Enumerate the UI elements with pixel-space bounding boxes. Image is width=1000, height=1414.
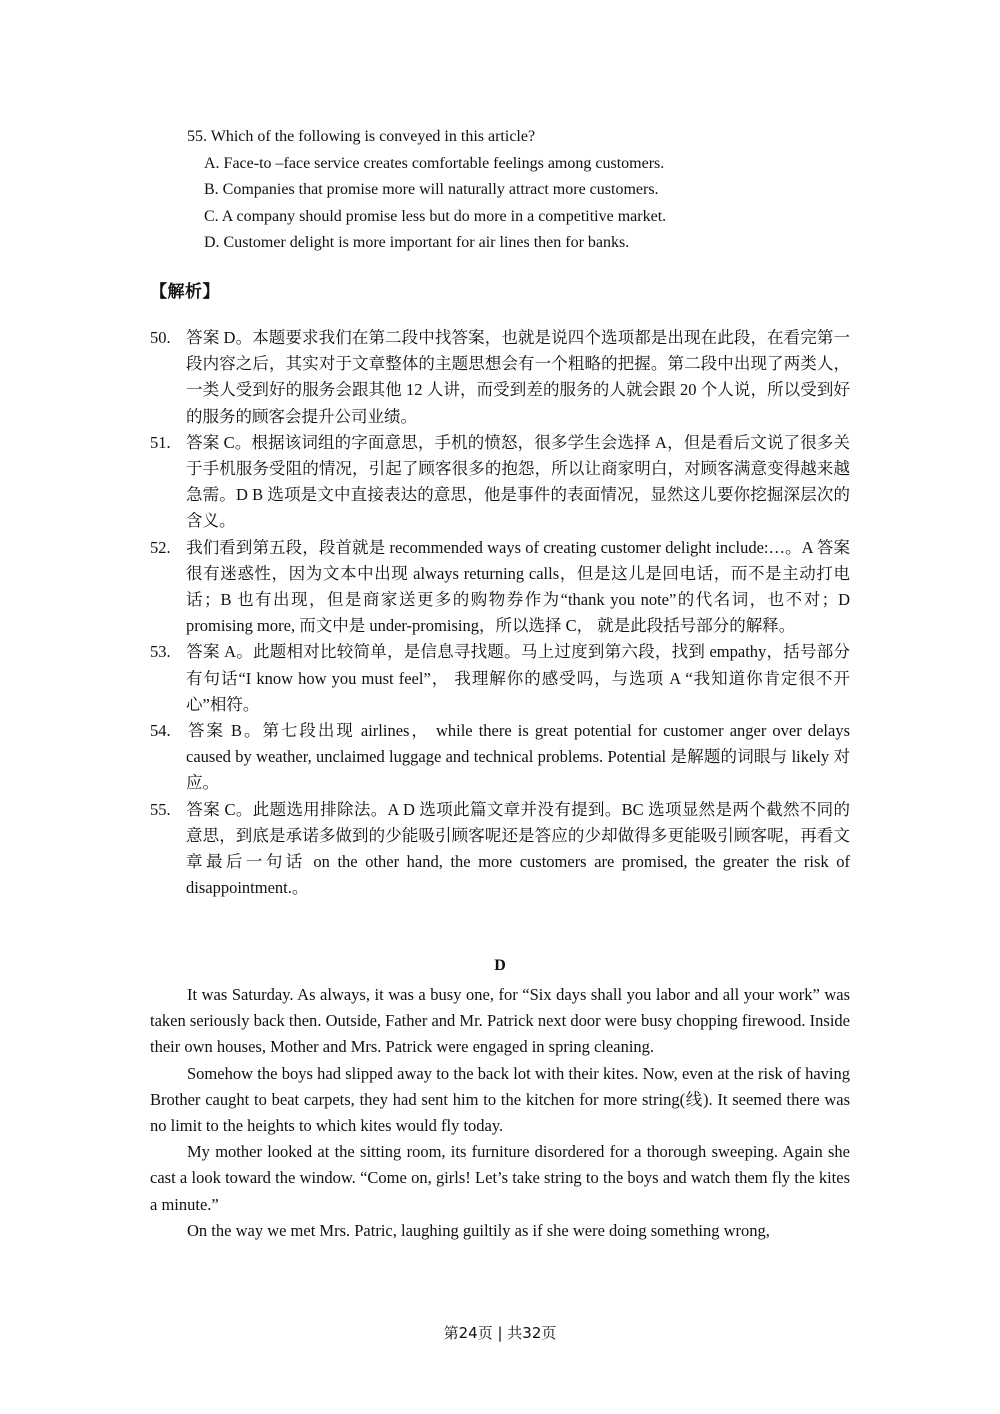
page-footer: 第24页 | 共32页 (443, 1324, 557, 1342)
answer-text: 答案 D。本题要求我们在第二段中找答案，也就是说四个选项都是出现在此段，在看完第一段内容之后，其实对于文章整体的主题思想会有一个粗略的把握。第二段中出现了两类人，一类人受到好的服务会跟其他 12 人讲，而受到差的服务的人就会跟 20 个人说，所以受到好的服务的顾客会提升公司业绩。 (186, 328, 850, 426)
passage-paragraph: It was Saturday. As always, it was a busy one, for “Six days shall you labor and all your work” was taken seriously back then. Outside, Father and Mr. Patrick next door were busy chopping firewood. Inside their own houses, Mother and Mrs. Patrick were engaged in spring cleaning. (150, 985, 850, 1057)
answer-text: 答案 C。此题选用排除法。A D 选项此篇文章并没有提到。BC 选项显然是两个截然不同的意思，到底是承诺多做到的少能吸引顾客呢还是答应的少却做得多更能吸引顾客呢，再看文章最后一句话 on the other hand, the more customers are promised, the greater the risk of disappointment.。 (186, 799, 850, 898)
answer-number: 54. (150, 721, 171, 741)
option-d: D. Customer delight is more important for air lines then for banks. (204, 234, 630, 251)
analysis-heading: 【解析】 (150, 282, 220, 302)
answer-text: 答案 B。第七段出现 airlines， while there is great potential for customer anger over delays caused by weather, unclaimed luggage and technical problems. Potential 是解题的词眼与 likely 对应。 (186, 721, 850, 793)
answer-item (150, 718, 850, 797)
answer-number: 52. (150, 537, 171, 557)
answer-number: 50. (150, 328, 171, 347)
answer-item (150, 430, 850, 535)
option-b: B. Companies that promise more will naturally attract more customers. (204, 181, 659, 198)
answer-text: 答案 C。根据该词组的字面意思，手机的愤怒，很多学生会选择 A，但是看后文说了很多关于手机服务受阻的情况，引起了顾客很多的抱怨，所以让商家明白，对顾客满意变得越来越急需。D B 选项是文中直接表达的意思，他是事件的表面情况，显然这儿要你挖掘深层次的含义。 (186, 432, 850, 531)
answer-number: 51. (150, 432, 171, 452)
option-a: A. Face-to –face service creates comfortable feelings among customers. (204, 154, 665, 172)
answer-text: 我们看到第五段，段首就是 recommended ways of creating customer delight include:…。A 答案很有迷惑性，因为文本中出现 always returning calls，但是这儿是回电话，而不是主动打电话；B 也有出现，但是商家送更多的购物券作为“thank you note”的代名词，也不对；D promising more, 而文中是 under-promising，所以选择 C， 就是此段括号部分的解释。 (186, 537, 850, 636)
answer-number: 55. (150, 799, 171, 819)
passage-paragraph: Somehow the boys had slipped away to the back lot with their kites. Now, even at the risk of having Brother caught to beat carpets, they had sent him to the kitchen for more string(线). It seemed there was no limit to the heights to which kites would fly today. (150, 1063, 850, 1136)
question-stem: 55. Which of the following is conveyed in this article? (187, 128, 536, 145)
passage-paragraph: On the way we met Mrs. Patric, laughing guiltily as if she were doing something wrong, (187, 1220, 770, 1240)
analysis-answers (150, 325, 850, 901)
answer-text: 答案 A。此题相对比较简单，是信息寻找题。马上过度到第六段，找到 empathy，括号部分有句话“I know how you must feel”， 我理解你的感受吗，与选项 A “我知道你肯定很不开心”相符。 (186, 642, 850, 714)
answer-item (150, 535, 850, 640)
question-55 (187, 124, 887, 257)
answer-number: 53. (150, 642, 171, 662)
answer-item (150, 325, 850, 430)
answer-item (150, 797, 850, 902)
option-c: C. A company should promise less but do more in a competitive market. (204, 207, 667, 225)
answer-item (150, 639, 850, 718)
passage-paragraph: My mother looked at the sitting room, its furniture disordered for a thorough sweeping. Again she cast a look toward the window. “Come on, girls! Let’s take string to the boys and watch them fly the kites a minute.” (150, 1142, 850, 1214)
reading-passage (150, 982, 850, 1244)
section-title: D (494, 957, 506, 974)
